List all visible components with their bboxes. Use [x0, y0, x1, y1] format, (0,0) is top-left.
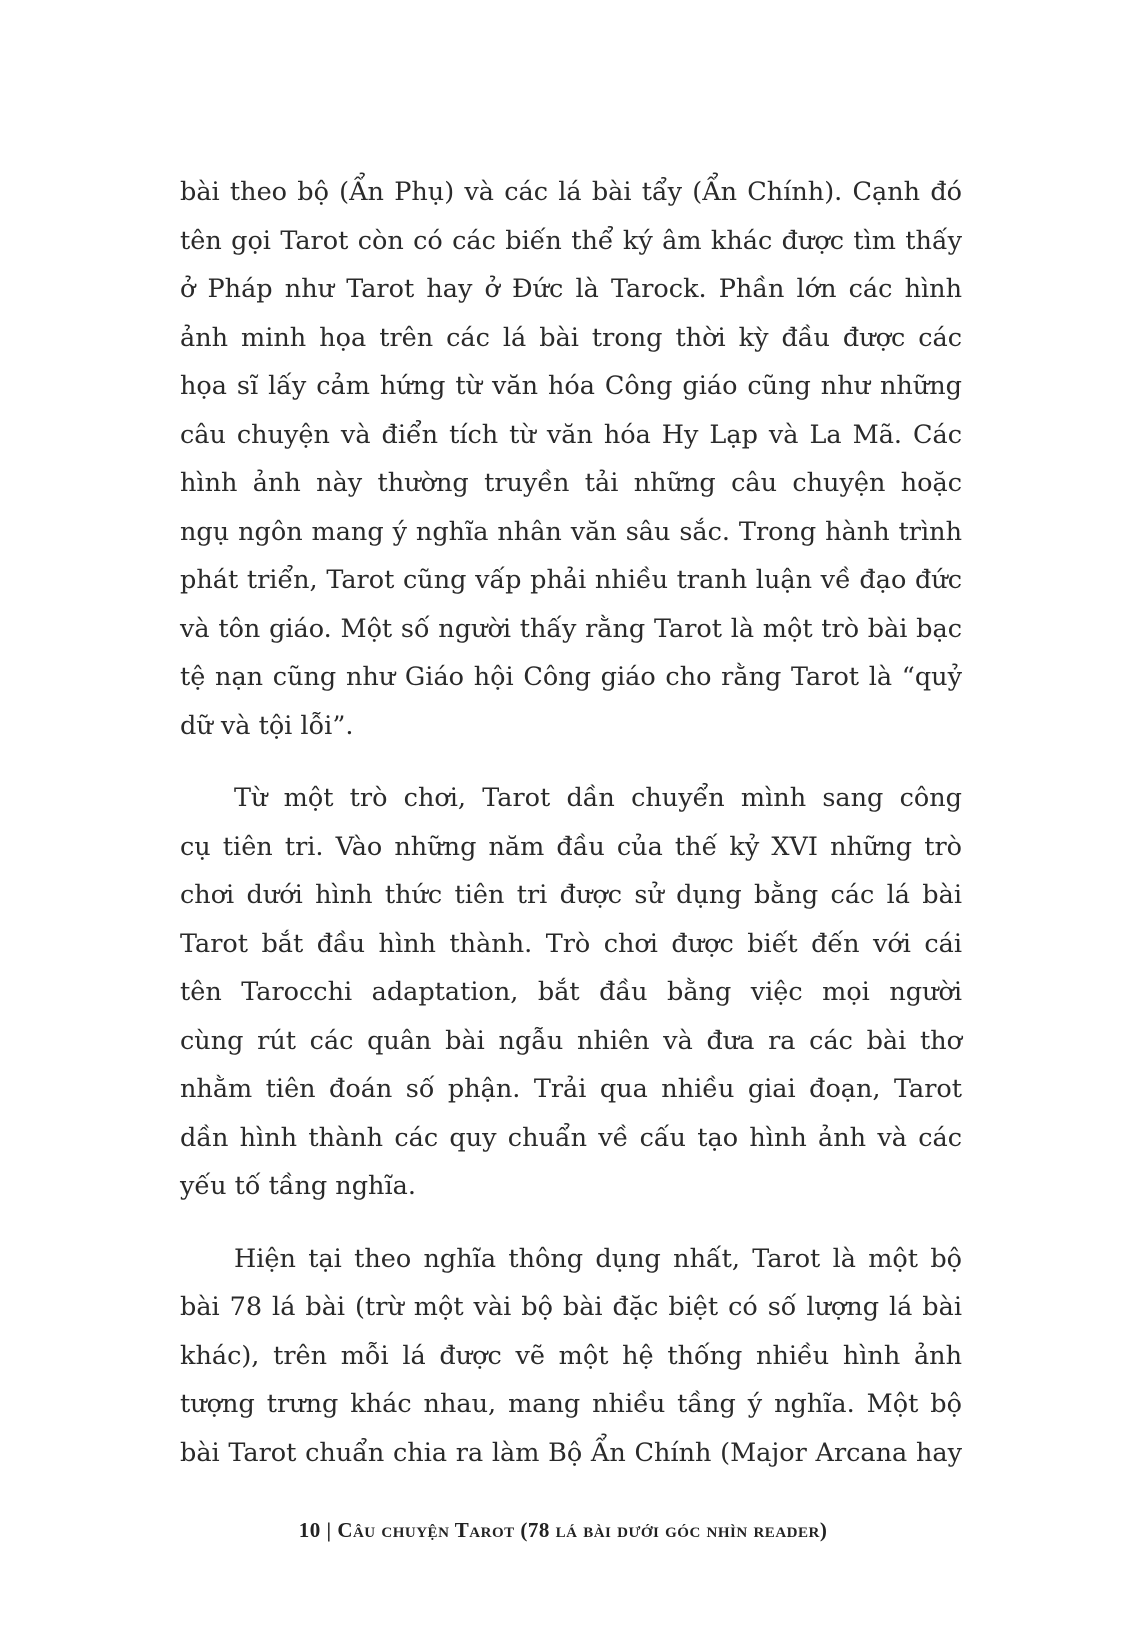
text-line: tên Tarocchi adaptation, bắt đầu bằng việc mọi người	[180, 977, 962, 1007]
text-line: câu chuyện và điển tích từ văn hóa Hy Lạp và La Mã. Các	[180, 419, 962, 450]
text-line: tên gọi Tarot còn có các biến thể ký âm khác được tìm thấy	[180, 225, 962, 256]
text-line: ngụ ngôn mang ý nghĩa nhân văn sâu sắc. Trong hành trình	[180, 516, 962, 547]
footer-separator: |	[326, 1518, 332, 1542]
text-line: phát triển, Tarot cũng vấp phải nhiều tranh luận về đạo đức	[180, 565, 962, 595]
text-line: tượng trưng khác nhau, mang nhiều tầng ý nghĩa. Một bộ	[180, 1389, 962, 1419]
text-line: họa sĩ lấy cảm hứng từ văn hóa Công giáo cũng như những	[180, 371, 962, 401]
text-line: Từ một trò chơi, Tarot dần chuyển mình sang công	[234, 783, 962, 813]
text-line: khác), trên mỗi lá được vẽ một hệ thống nhiều hình ảnh	[180, 1340, 962, 1371]
text-line: bài Tarot chuẩn chia ra làm Bộ Ẩn Chính (Major Arcana hay	[180, 1437, 962, 1468]
text-line: chơi dưới hình thức tiên tri được sử dụng bằng các lá bài	[180, 880, 962, 910]
text-line: cụ tiên tri. Vào những năm đầu của thế kỷ XVI những trò	[180, 831, 962, 862]
text-line: Tarot bắt đầu hình thành. Trò chơi được biết đến với cái	[180, 928, 962, 959]
text-line: nhằm tiên đoán số phận. Trải qua nhiều giai đoạn, Tarot	[180, 1074, 962, 1104]
text-line: Hiện tại theo nghĩa thông dụng nhất, Tarot là một bộ	[234, 1243, 962, 1274]
paragraph	[180, 774, 962, 1211]
text-line: ảnh minh họa trên các lá bài trong thời kỳ đầu được các	[180, 322, 962, 353]
text-line: và tôn giáo. Một số người thấy rằng Tarot là một trò bài bạc	[180, 613, 962, 644]
paragraph	[180, 168, 962, 750]
text-line: hình ảnh này thường truyền tải những câu chuyện hoặc	[180, 468, 962, 498]
page-footer	[0, 1518, 1126, 1543]
text-line: dần hình thành các quy chuẩn về cấu tạo hình ảnh và các	[180, 1122, 962, 1153]
page-number: 10	[298, 1518, 321, 1542]
text-line: dữ và tội lỗi”.	[180, 710, 354, 741]
text-line: ở Pháp như Tarot hay ở Đức là Tarock. Phần lớn các hình	[180, 274, 962, 304]
text-line: tệ nạn cũng như Giáo hội Công giáo cho rằng Tarot là “quỷ	[180, 662, 962, 692]
text-line: cùng rút các quân bài ngẫu nhiên và đưa ra các bài thơ	[180, 1025, 962, 1056]
text-line: yếu tố tầng nghĩa.	[180, 1171, 416, 1201]
text-line: bài 78 lá bài (trừ một vài bộ bài đặc biệt có số lượng lá bài	[180, 1292, 962, 1322]
body-text	[180, 168, 962, 1501]
paragraph	[180, 1235, 962, 1478]
book-title: Câu chuyện Tarot (78 lá bài dưới góc nhìn reader)	[337, 1518, 828, 1542]
text-line: bài theo bộ (Ẩn Phụ) và các lá bài tẩy (Ẩn Chính). Cạnh đó	[180, 177, 962, 207]
